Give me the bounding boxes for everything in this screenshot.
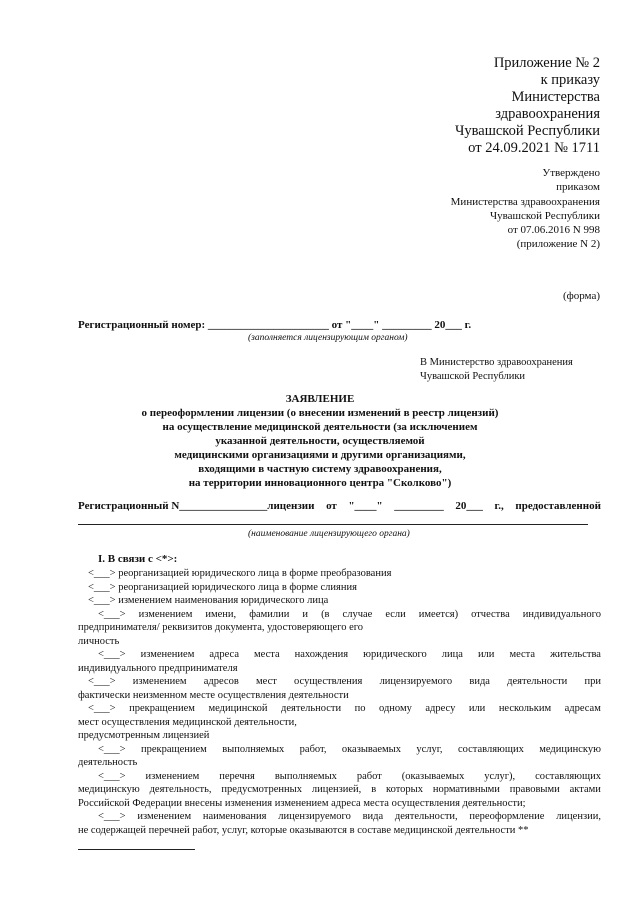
reason-word: изменением (145, 770, 200, 782)
reason-word: одному (379, 703, 412, 714)
reason-word: имеется) (418, 608, 459, 620)
reason-word: адресам (564, 703, 601, 714)
footnote-separator (78, 849, 195, 850)
reason-word: если (385, 608, 406, 620)
reason-word: оказываемых (341, 743, 401, 755)
license-registration-part: "____" (348, 500, 383, 512)
reason-word: случае (342, 608, 373, 620)
reason-word: <___> (98, 770, 126, 782)
reason-word: нахождения (294, 649, 349, 660)
reason-word: вида (362, 811, 384, 822)
reason-line (78, 608, 601, 622)
reason-word: адресу (425, 703, 456, 714)
reason-word: адреса (209, 649, 239, 660)
reason-word: <___> (98, 649, 126, 660)
reason-word: перечня (219, 770, 255, 782)
reason-word: составляющих (535, 770, 601, 782)
reason-word: услуг), (484, 770, 516, 782)
reason-word: адресов (203, 676, 239, 687)
license-registration-part: _________ (394, 500, 444, 512)
reason-word: лицензируемого (278, 811, 351, 822)
heading-line: ЗАЯВЛЕНИЕ (285, 393, 355, 405)
heading-line: указанной деятельности, осуществляемой (215, 435, 425, 447)
reason-word: деятельности (507, 676, 568, 687)
reason-line (78, 702, 601, 716)
application-heading (0, 392, 640, 490)
reason-word: при (584, 676, 601, 687)
reason-word: лицензией, (311, 784, 362, 795)
reason-line: предусмотренным лицензией (78, 730, 210, 741)
reason-word: мест (256, 676, 277, 687)
reason-line: мест осуществления медицинской деятельности, (78, 716, 297, 728)
reason-word: осуществления (294, 676, 363, 687)
reason-word: работ (356, 770, 382, 782)
reason-word: прекращением (129, 703, 195, 714)
license-registration-part: Регистрационный N________________лицензии (78, 500, 315, 512)
reason-word: деятельность, (149, 784, 212, 795)
heading-line: на территории инновационного центра "Сколково") (188, 477, 452, 489)
registration-number-line: Регистрационный номер: ______________________ от "____" _________ 20___ г. (78, 319, 472, 331)
appendix-line: Чувашской Республики (454, 123, 600, 139)
license-registration-part: 20___ (455, 500, 483, 512)
reason-word: переоформление (469, 811, 545, 822)
reason-word: по (354, 703, 366, 714)
reason-word: (в (321, 608, 330, 620)
section-title: I. В связи с <*>: (98, 553, 178, 565)
addressee-block (420, 356, 573, 383)
appendix-line: к приказу (540, 72, 600, 88)
reason-word: наименования (202, 811, 267, 822)
reason-line: Российской Федерации внесены изменения изменением адреса места осуществления деятельности; (78, 797, 526, 809)
appendix-line: Министерства (511, 89, 600, 105)
license-registration-part: г., (494, 500, 504, 512)
reason-line: деятельность (78, 757, 138, 768)
reason-word: (оказываемых (401, 770, 465, 782)
reason-line: фактически неизменном месте осуществления деятельности (78, 689, 349, 701)
approved-line: Утверждено (542, 167, 600, 179)
reason-word: <___> (98, 743, 126, 755)
reason-word: места (254, 649, 280, 660)
reason-line: <___> реорганизацией юридического лица в форме преобразования (88, 568, 392, 579)
form-label: (форма) (562, 290, 600, 302)
reason-word: имени, (205, 608, 237, 620)
reason-word: предусмотренных (221, 784, 302, 795)
reason-word: изменением (137, 811, 192, 822)
appendix-line: от 24.09.2021 № 1711 (468, 140, 600, 156)
reason-word: лица (441, 649, 463, 660)
reason-word: актами (569, 784, 601, 795)
reason-line: не содержащей перечней работ, услуг, которые оказываются в составе медицинской деятельности ** (78, 824, 529, 836)
approved-line: от 07.06.2016 N 998 (507, 224, 600, 237)
reason-word: в (371, 784, 377, 795)
reason-line (78, 648, 601, 662)
appendix-line: Приложение № 2 (493, 55, 600, 71)
reason-word: <___> (98, 608, 126, 620)
reason-word: отчества (471, 608, 510, 620)
reason-word: медицинскую (78, 784, 140, 795)
reason-word: или (477, 649, 495, 660)
reason-word: изменением (140, 649, 195, 660)
reason-word: фамилии (249, 608, 290, 620)
reason-word: составляющих (457, 743, 524, 755)
approved-block (451, 166, 600, 252)
reason-word: выполняемых (222, 743, 285, 755)
appendix-block (455, 55, 600, 157)
heading-line: о переоформлении лицензии (о внесении изменений в реестр лицензий) (141, 407, 499, 419)
approved-line: Чувашской Республики (489, 209, 600, 222)
reason-line: <___> реорганизацией юридического лица в форме слияния (88, 581, 357, 593)
reason-line: индивидуального предпринимателя (78, 662, 238, 674)
reason-word: лицензируемого (379, 676, 453, 687)
license-registration-part: от (326, 500, 337, 512)
reason-line (78, 675, 601, 689)
reason-word: работ, (299, 743, 327, 755)
reason-word: выполняемых (274, 770, 337, 782)
reason-line: личность (78, 635, 120, 647)
reason-word: или (468, 703, 486, 714)
reason-word: юридического (363, 649, 427, 660)
reason-word: <___> (88, 676, 116, 687)
addressee-line: В Министерство здравоохранения (420, 357, 573, 368)
reason-word: <___> (98, 811, 126, 822)
heading-line: входящими в частную систему здравоохранения, (198, 463, 442, 475)
reason-word: жительства (550, 649, 601, 660)
reason-line: <___> изменением наименования юридического лица (88, 595, 329, 606)
reason-word: изменением (138, 608, 193, 620)
reason-word: нормативными (432, 784, 500, 795)
reason-line (78, 743, 601, 757)
reason-word: деятельности (281, 703, 342, 714)
license-registration-part: предоставленной (515, 500, 601, 512)
approved-line: (приложение N 2) (516, 238, 600, 251)
reason-word: места (509, 649, 536, 660)
reason-word: деятельности, (394, 811, 458, 822)
reason-word: <___> (88, 703, 116, 714)
reason-word: нескольким (498, 703, 552, 714)
appendix-line: здравоохранения (495, 106, 600, 122)
reason-line (78, 810, 601, 824)
reason-word: медицинскую (539, 743, 601, 755)
reason-word: прекращением (140, 743, 207, 755)
reason-line (78, 770, 601, 784)
heading-line: медицинскими организациями и другими организациями, (174, 449, 466, 461)
heading-line: на осуществление медицинской деятельности (за исключением (162, 421, 478, 433)
license-registration-line (78, 500, 601, 512)
reason-word: услуг, (416, 743, 443, 755)
reason-line: предпринимателя/ реквизитов документа, удостоверяющего его (78, 622, 364, 633)
licensing-authority-underline (78, 524, 588, 525)
reason-word: медицинской (208, 703, 268, 714)
reason-word: правовыми (509, 784, 560, 795)
approved-line: приказом (556, 181, 600, 194)
approved-line: Министерства здравоохранения (450, 195, 600, 208)
reason-word: вида (469, 676, 490, 687)
reason-word: изменением (132, 676, 187, 687)
registration-note: (заполняется лицензирующим органом) (248, 333, 408, 343)
reason-line (78, 783, 601, 797)
reason-word: которых (386, 784, 423, 795)
reason-word: лицензии, (556, 811, 601, 822)
licensing-authority-note: (наименование лицензирующего органа) (248, 529, 410, 539)
addressee-line: Чувашской Республики (420, 370, 526, 382)
reason-word: индивидуального (522, 608, 601, 620)
reason-word: и (302, 608, 309, 620)
reason-list (78, 567, 601, 837)
